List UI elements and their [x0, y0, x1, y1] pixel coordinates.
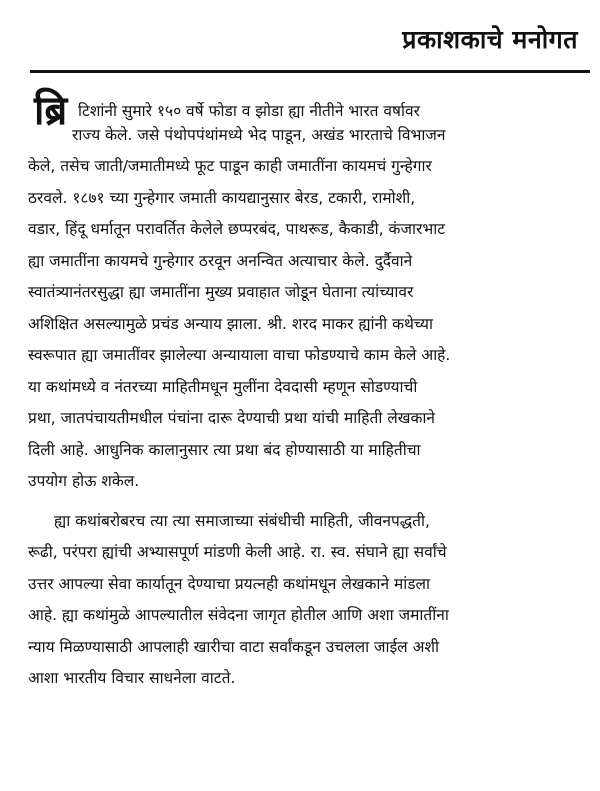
text-line: स्वातंत्र्यानंतरसुद्धा ह्या जमातींना मुख्य प्रवाहात जोडून घेताना त्यांच्यावर	[28, 283, 414, 301]
text-line: न्याय मिळण्यासाठी आपलाही खारीचा वाटा सर्वांकडून उचलला जाईल अशी	[28, 637, 440, 656]
text-line: रूढी, परंपरा ह्यांची अभ्यासपूर्ण मांडणी केली आहे. रा. स्व. संघाने ह्या सर्वांचे	[28, 543, 447, 561]
text-line: दिली आहे. आधुनिक कालानुसार त्या प्रथा बंद होण्यासाठी या माहितीचा	[28, 440, 421, 459]
paragraph-1-first-line: टिशांनी सुमारे १५० वर्षे फोडा व झोडा ह्या नीतीने भारत वर्षावर	[78, 102, 420, 120]
text-line: स्वरूपात ह्या जमातींवर झालेल्या अन्यायाला वाचा फोडण्याचे काम केले आहे.	[28, 346, 451, 364]
drop-cap: ब्रि	[34, 88, 68, 134]
text-line: अशिक्षित असल्यामुळे प्रचंड अन्याय झाला. श्री. शरद माकर ह्यांनी कथेच्या	[28, 314, 434, 333]
text-line: प्रथा, जातपंचायतीमधील पंचांना दारू देण्याची प्रथा यांची माहिती लेखकाने	[28, 409, 435, 427]
text-line: आशा भारतीय विचार साधनेला वाटते.	[28, 669, 236, 687]
text-line: ह्या जमातींना कायमचे गुन्हेगार ठरवून अनन्वित अत्याचार केले. दुर्दैवाने	[28, 251, 413, 270]
text-line: उत्तर आपल्या सेवा कार्यातून देण्याचा प्रयत्नही कथांमधून लेखकाने मांडला	[28, 574, 431, 593]
text-line: उपयोग होऊ शकेल.	[28, 472, 140, 490]
text-line: ठरवले. १८७१ च्या गुन्हेगार जमाती कायद्यानुसार बेरड, टकारी, रामोशी,	[28, 188, 416, 207]
paragraph-1	[28, 88, 584, 498]
body-text	[28, 88, 584, 695]
text-line: वडार, हिंदू धर्मातून परावर्तित केलेले छप्परबंद, पाथरूड, कैकाडी, कंजारभाट	[28, 220, 446, 238]
title-divider	[30, 70, 590, 73]
text-line: या कथांमध्ये व नंतरच्या माहितीमधून मुलींना देवदासी म्हणून सोडण्याची	[28, 377, 418, 396]
page-title: प्रकाशकाचे मनोगत	[402, 25, 578, 54]
text-line: केले, तसेच जाती/जमातीमध्ये फूट पाडून काही जमातींना कायमचं गुन्हेगार	[28, 157, 432, 175]
text-line: ह्या कथांबरोबरच त्या त्या समाजाच्या संबंधीची माहिती, जीवनपद्धती,	[54, 511, 430, 530]
paragraph-2	[28, 506, 584, 695]
text-line: राज्य केले. जसे पंथोपपंथांमध्ये भेद पाडून, अखंड भारताचे विभाजन	[72, 125, 446, 144]
text-line: आहे. ह्या कथांमुळे आपल्यातील संवेदना जागृत होतील आणि अशा जमातींना	[28, 606, 449, 624]
